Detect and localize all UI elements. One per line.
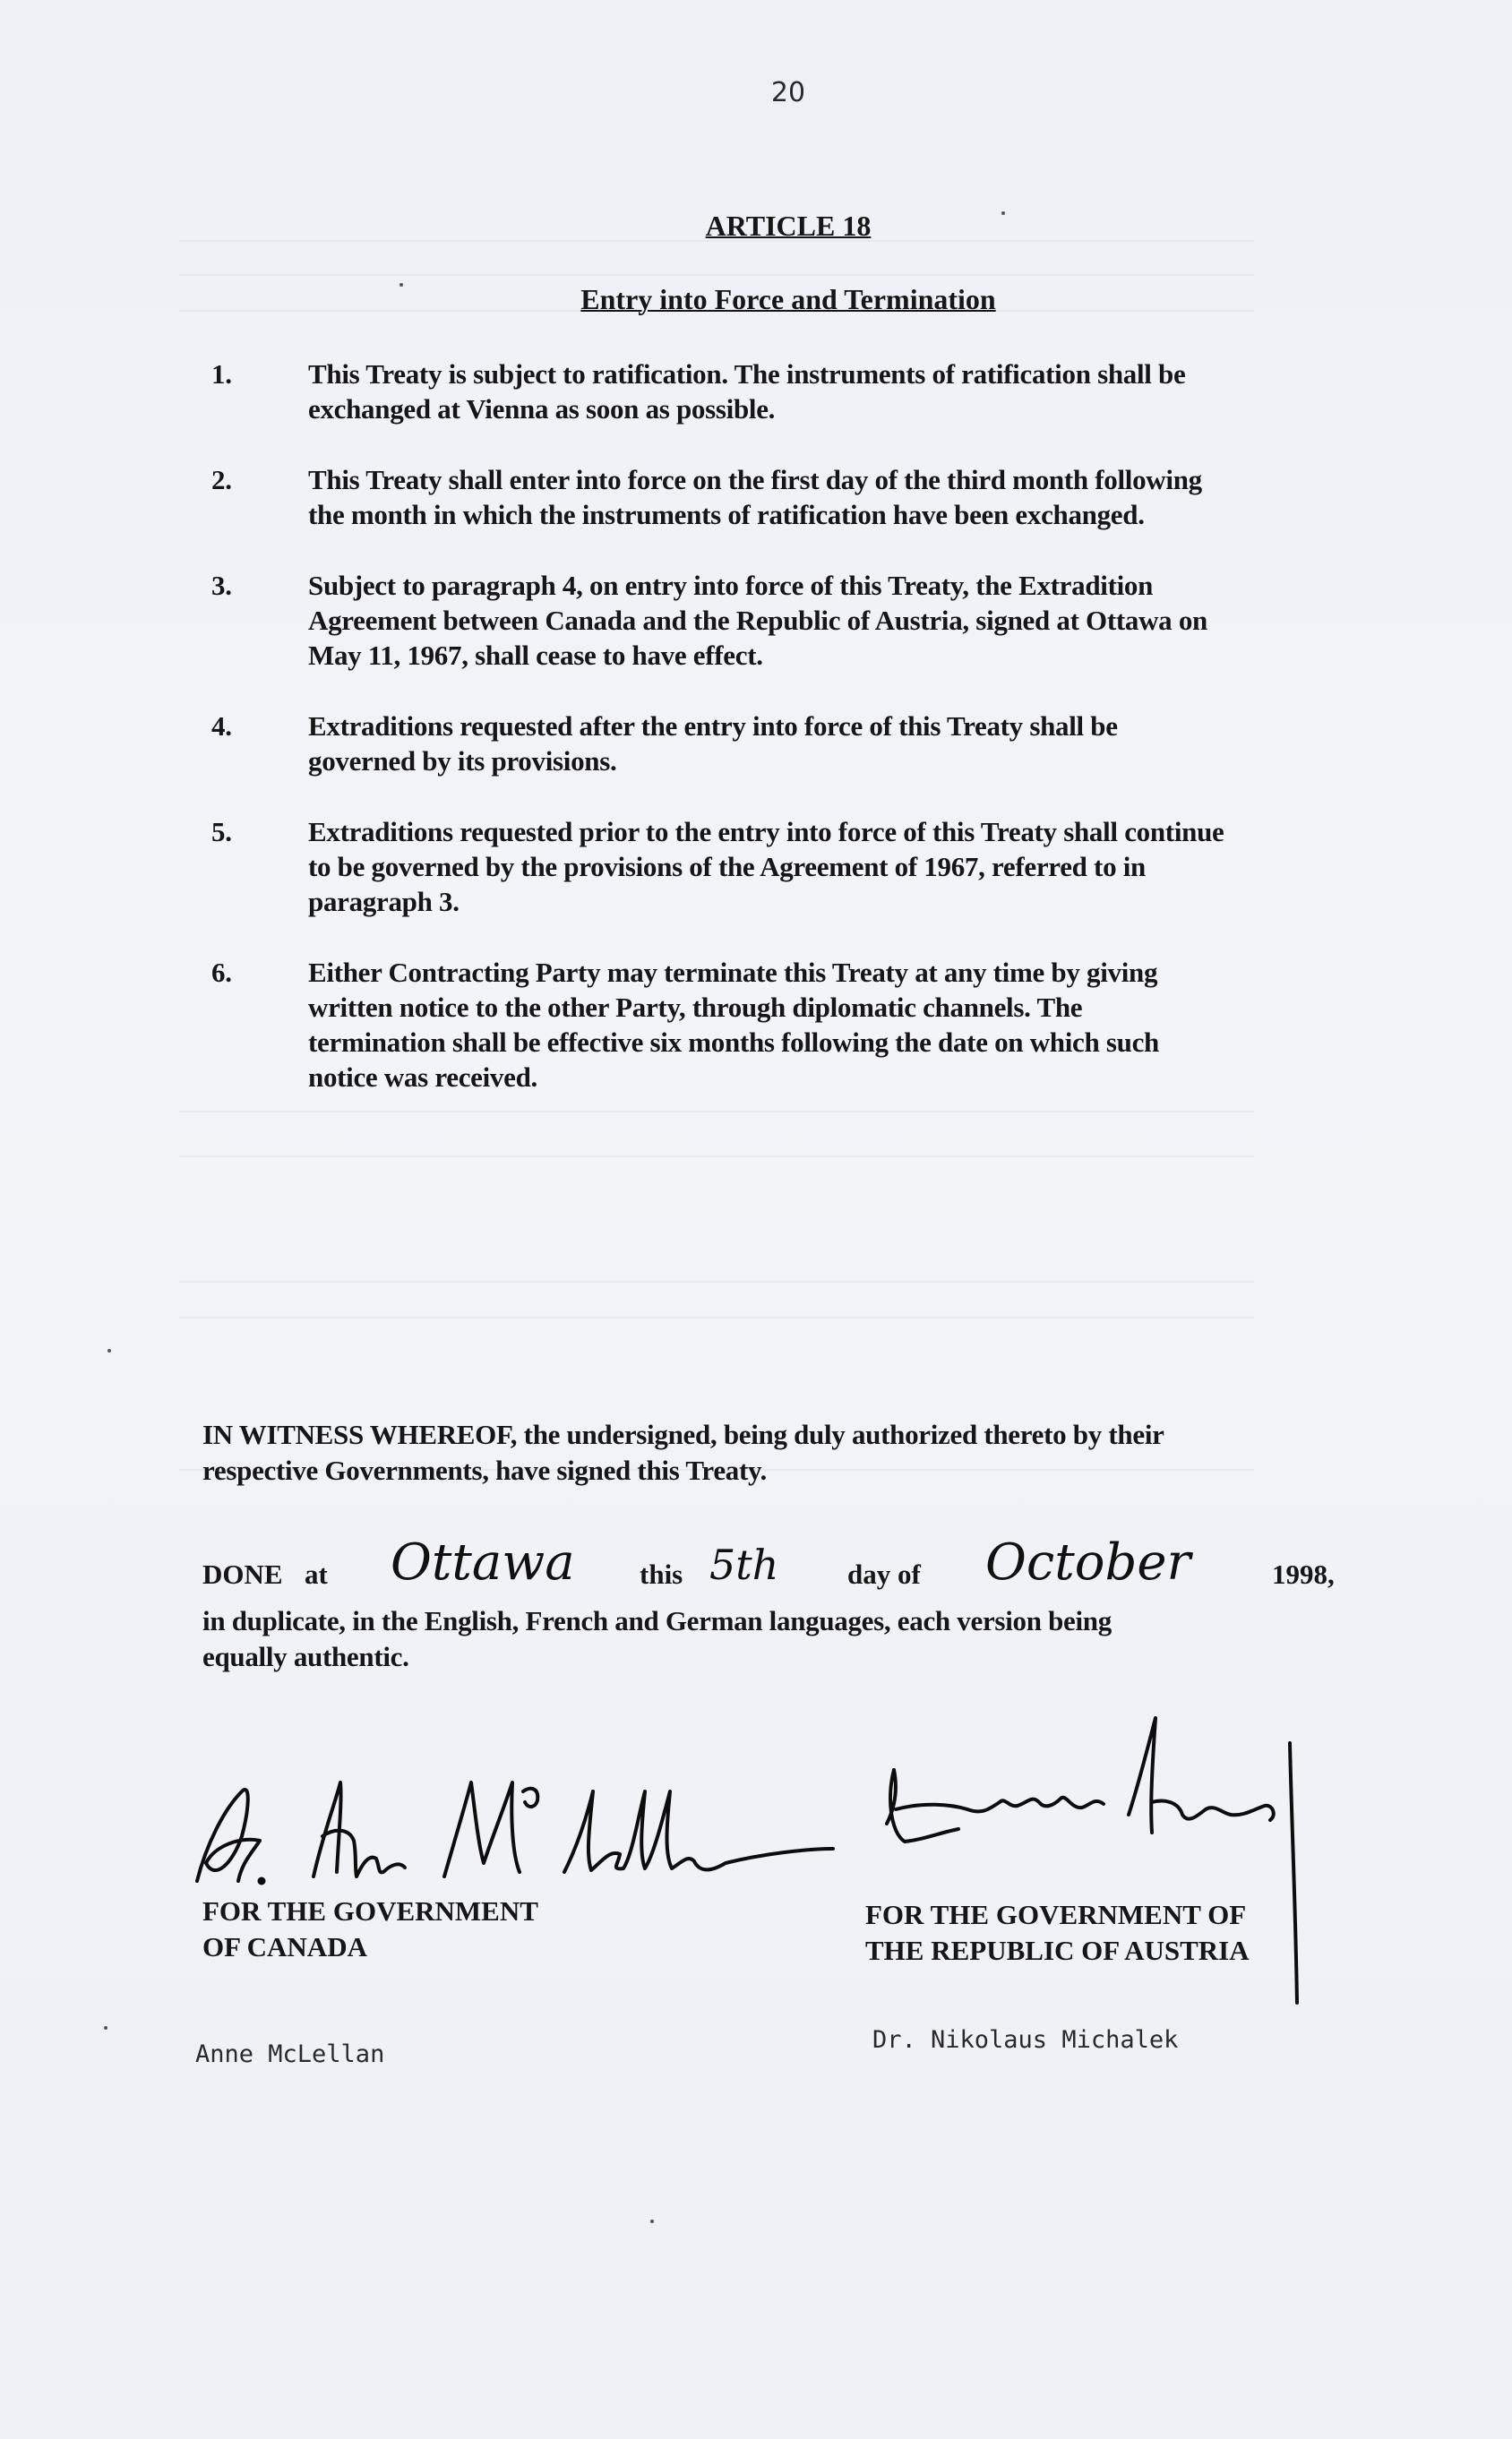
canada-signature	[179, 1756, 842, 1899]
done-line-2: in duplicate, in the English, French and German languages, each version being	[202, 1605, 1112, 1636]
handwritten-day: 5th	[709, 1541, 779, 1589]
done-label: DONE	[202, 1559, 283, 1590]
clause-line: to be governed by the provisions of the Agreement of 1967, referred to in	[308, 851, 1146, 882]
clause-line: This Treaty is subject to ratification. The instruments of ratification shall be	[308, 358, 1186, 390]
done-continuation	[202, 1603, 1277, 1675]
clause-line: paragraph 3.	[308, 886, 460, 917]
clause-line: termination shall be effective six months following the date on which such	[308, 1026, 1159, 1058]
done-line-3: equally authentic.	[202, 1641, 409, 1672]
austria-signature	[869, 1716, 1317, 2021]
clause-list	[211, 356, 1376, 1130]
clause-number: 6.	[211, 957, 232, 988]
bleed-through-line	[179, 1317, 1254, 1318]
page-number: 20	[770, 77, 806, 108]
witness-clause	[202, 1417, 1331, 1489]
clause-line: May 11, 1967, shall cease to have effect.	[308, 640, 763, 671]
clause-text	[308, 462, 1365, 532]
clause-number: 1.	[211, 358, 232, 390]
handwritten-month: October	[985, 1533, 1191, 1592]
clause-number: 3.	[211, 570, 232, 601]
clause-1	[211, 356, 1376, 426]
handwritten-place: Ottawa	[391, 1533, 575, 1592]
article-heading: ARTICLE 18	[705, 210, 872, 242]
done-at: at	[305, 1559, 328, 1590]
clause-2	[211, 462, 1376, 532]
austria-signatory-line-1: FOR THE GOVERNMENT OF	[865, 1899, 1247, 1930]
bleed-through-line	[179, 1155, 1254, 1157]
scan-speck	[104, 2026, 107, 2030]
scan-speck	[1001, 211, 1005, 215]
clause-line: the month in which the instruments of ratification have been exchanged.	[308, 499, 1145, 530]
clause-number: 4.	[211, 710, 232, 742]
bleed-through-line	[179, 274, 1254, 276]
canada-signatory-line-1: FOR THE GOVERNMENT	[202, 1895, 538, 1927]
clause-line: Extraditions requested prior to the entry into force of this Treaty shall continue	[308, 816, 1224, 847]
article-subheading: Entry into Force and Termination	[580, 283, 996, 315]
clause-line: This Treaty shall enter into force on the first day of the third month following	[308, 464, 1202, 495]
clause-text	[308, 356, 1365, 426]
canada-typed-name: Anne McLellan	[195, 2040, 385, 2068]
clause-text	[308, 814, 1365, 919]
witness-line-1	[202, 1417, 1331, 1453]
done-this: this	[640, 1559, 683, 1590]
clause-text	[308, 955, 1365, 1095]
clause-line: Extraditions requested after the entry into force of this Treaty shall be	[308, 710, 1118, 742]
clause-line: exchanged at Vienna as soon as possible.	[308, 393, 776, 425]
clause-text	[308, 568, 1365, 673]
clause-4	[211, 709, 1376, 778]
clause-6	[211, 955, 1376, 1095]
clause-line: Agreement between Canada and the Republic of Austria, signed at Ottawa on	[308, 605, 1207, 636]
clause-text	[308, 709, 1365, 778]
clause-number: 5.	[211, 816, 232, 847]
clause-line: written notice to the other Party, through diplomatic channels. The	[308, 992, 1083, 1023]
clause-line: Either Contracting Party may terminate this Treaty at any time by giving	[308, 957, 1158, 988]
austria-signatory-line-2: THE REPUBLIC OF AUSTRIA	[865, 1935, 1250, 1966]
scan-speck	[650, 2220, 654, 2223]
clause-line: governed by its provisions.	[308, 745, 617, 777]
witness-line-2: respective Governments, have signed this Treaty.	[202, 1455, 767, 1486]
scan-speck	[107, 1349, 111, 1353]
clause-line: notice was received.	[308, 1061, 537, 1093]
clause-3	[211, 568, 1376, 673]
done-line	[202, 1533, 1349, 1603]
scan-speck	[399, 283, 403, 287]
bleed-through-line	[179, 1281, 1254, 1283]
done-day-of: day of	[847, 1559, 921, 1590]
canada-signatory-line-2: OF CANADA	[202, 1931, 367, 1962]
done-year: 1998,	[1272, 1559, 1335, 1590]
clause-number: 2.	[211, 464, 232, 495]
witness-rest: , the undersigned, being duly authorized thereto by their	[510, 1419, 1164, 1450]
austria-signatory-block	[865, 1897, 1250, 1969]
clause-5	[211, 814, 1376, 919]
austria-typed-name: Dr. Nikolaus Michalek	[872, 2026, 1179, 2054]
canada-signatory-block	[202, 1894, 538, 1965]
witness-lead: IN WITNESS WHEREOF	[202, 1419, 511, 1450]
clause-line: Subject to paragraph 4, on entry into force of this Treaty, the Extradition	[308, 570, 1154, 601]
